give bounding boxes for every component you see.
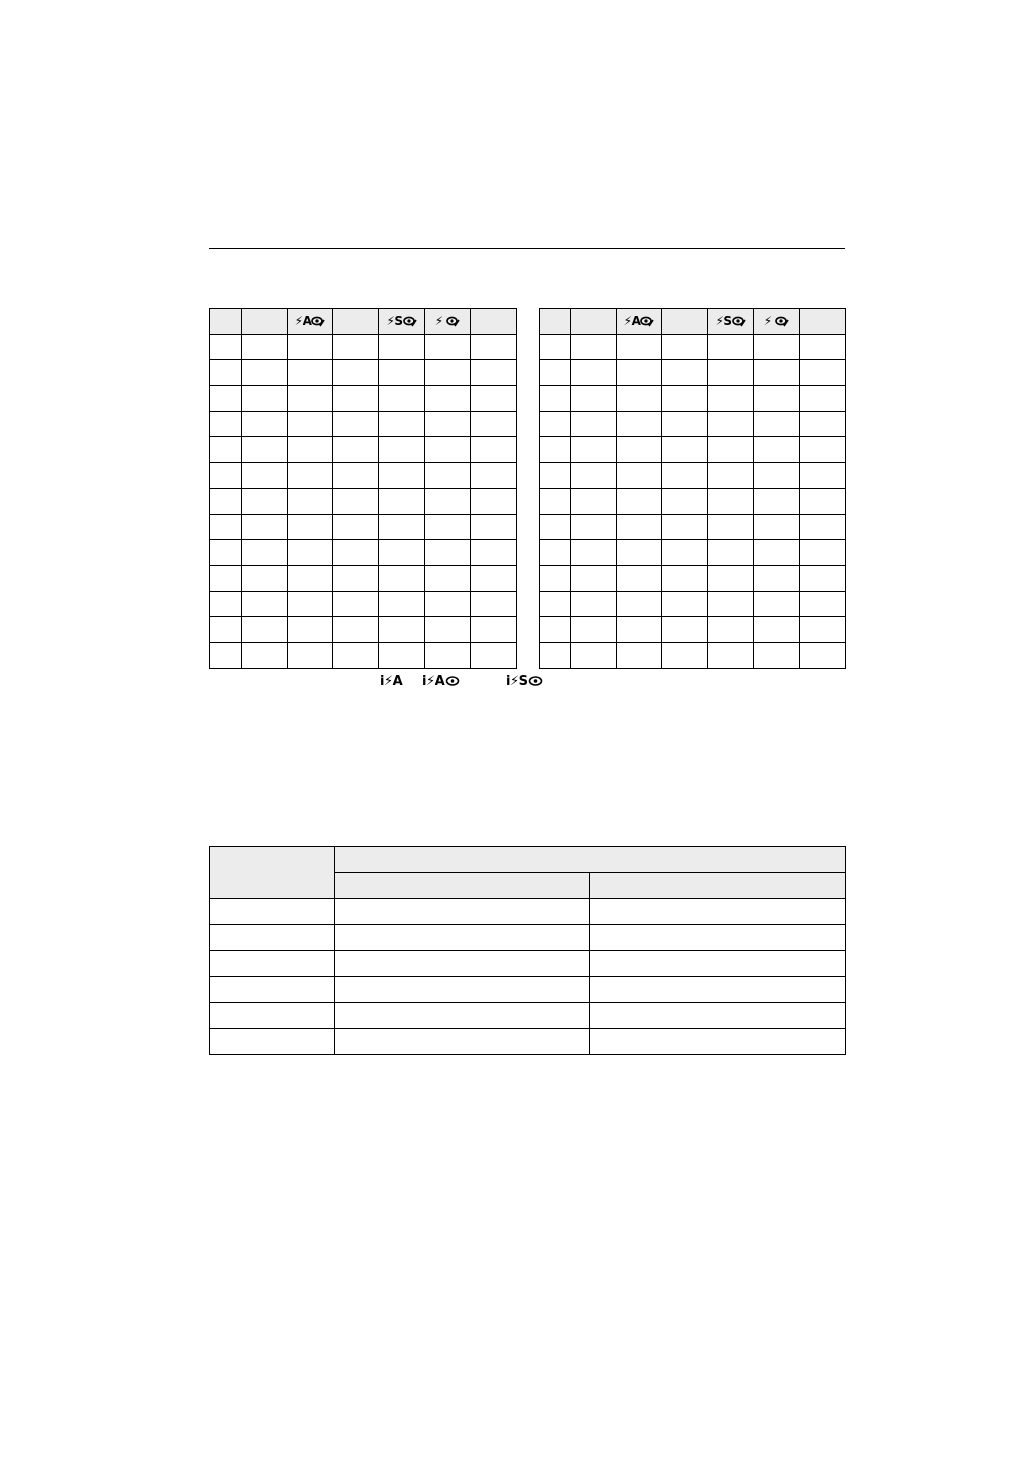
table-header-cell	[335, 847, 846, 873]
table-header-cell	[335, 873, 590, 899]
table-cell	[471, 463, 517, 489]
table-cell	[800, 360, 846, 386]
table-body	[540, 334, 846, 668]
table-cell	[708, 437, 754, 463]
table-cell	[754, 642, 800, 668]
table-cell	[540, 642, 571, 668]
table-cell	[288, 463, 333, 489]
table-cell	[662, 437, 708, 463]
table-cell	[425, 437, 471, 463]
table-cell	[242, 360, 288, 386]
table-cell	[754, 386, 800, 412]
table-row	[540, 565, 846, 591]
table-cell	[425, 488, 471, 514]
table-cell	[242, 591, 288, 617]
table-cell	[471, 411, 517, 437]
table-row	[540, 488, 846, 514]
table-cell	[425, 334, 471, 360]
table-cell	[617, 540, 662, 566]
table-cell	[754, 463, 800, 489]
table-cell	[288, 437, 333, 463]
table-cell	[754, 488, 800, 514]
table-cell	[540, 463, 571, 489]
flash-slow-sync-red-eye-header: ⚡ S	[386, 314, 416, 328]
table-cell	[800, 617, 846, 643]
table-cell	[288, 591, 333, 617]
table-row	[540, 334, 846, 360]
table-cell	[333, 565, 379, 591]
intelligent-flash-auto-symbol: i ⚡ A	[380, 673, 403, 689]
table-cell	[571, 642, 617, 668]
table-cell	[242, 463, 288, 489]
table-cell	[617, 411, 662, 437]
table-cell	[210, 565, 242, 591]
table-cell	[662, 360, 708, 386]
table-cell	[540, 540, 571, 566]
table-cell	[210, 437, 242, 463]
eye-slash-icon	[311, 315, 325, 327]
table-cell	[540, 617, 571, 643]
table-cell	[617, 617, 662, 643]
table-cell	[333, 334, 379, 360]
table-cell	[617, 360, 662, 386]
table-cell	[708, 591, 754, 617]
table-cell	[800, 437, 846, 463]
table-cell	[379, 488, 425, 514]
table-cell	[662, 514, 708, 540]
table-cell	[662, 540, 708, 566]
table-cell	[333, 437, 379, 463]
intelligent-flash-auto-red-eye-symbol: i ⚡ A	[422, 672, 460, 690]
eye-slash-icon	[775, 315, 789, 327]
table-row	[210, 1003, 846, 1029]
table-cell	[800, 488, 846, 514]
table-cell	[754, 591, 800, 617]
table-cell	[800, 540, 846, 566]
table-cell	[662, 617, 708, 643]
flash-bolt-icon: ⚡	[509, 673, 519, 689]
table-cell	[471, 565, 517, 591]
flash-settings-table-right	[539, 308, 846, 669]
table-row	[210, 899, 846, 925]
table-cell	[379, 386, 425, 412]
table-cell	[379, 411, 425, 437]
table-cell	[210, 411, 242, 437]
table-header-row	[210, 847, 846, 873]
table-cell	[708, 360, 754, 386]
table-cell	[379, 642, 425, 668]
table-header-row	[540, 309, 846, 335]
eye-slash-icon	[640, 315, 654, 327]
table-row	[210, 514, 517, 540]
table-cell	[210, 360, 242, 386]
table-cell	[333, 386, 379, 412]
table-cell	[425, 386, 471, 412]
table-cell	[210, 642, 242, 668]
flash-bolt-icon: ⚡	[623, 314, 632, 329]
table-header-cell	[590, 873, 846, 899]
table-cell	[662, 463, 708, 489]
table-cell	[333, 540, 379, 566]
table-cell	[471, 642, 517, 668]
table-cell	[540, 437, 571, 463]
table-cell	[425, 411, 471, 437]
table-cell	[242, 565, 288, 591]
table-cell	[242, 411, 288, 437]
flash-bolt-icon: ⚡	[763, 314, 772, 329]
table-cell	[333, 463, 379, 489]
table-cell	[708, 411, 754, 437]
table-cell	[800, 514, 846, 540]
table-cell	[288, 488, 333, 514]
table-cell	[333, 514, 379, 540]
table-cell	[379, 514, 425, 540]
table-cell	[662, 411, 708, 437]
table-cell	[617, 642, 662, 668]
table-row	[210, 463, 517, 489]
table-row	[540, 514, 846, 540]
flash-bolt-icon: ⚡	[383, 673, 393, 689]
table-cell	[617, 437, 662, 463]
table-cell	[471, 360, 517, 386]
table-row	[540, 463, 846, 489]
table-cell	[379, 334, 425, 360]
table-row	[210, 334, 517, 360]
table-header-cell	[210, 847, 335, 899]
table-row	[540, 591, 846, 617]
table-cell	[425, 591, 471, 617]
table-cell	[379, 437, 425, 463]
table-cell	[571, 540, 617, 566]
table-cell	[800, 591, 846, 617]
table-cell	[210, 514, 242, 540]
flash-on-red-eye-header	[435, 314, 461, 328]
table-row	[210, 386, 517, 412]
table-cell	[540, 591, 571, 617]
table-row	[210, 540, 517, 566]
eye-slash-icon	[446, 315, 460, 327]
table-cell	[617, 488, 662, 514]
table-cell	[571, 488, 617, 514]
table-cell	[617, 463, 662, 489]
table-cell	[571, 411, 617, 437]
table-cell	[471, 617, 517, 643]
table-cell	[708, 642, 754, 668]
table-cell	[800, 386, 846, 412]
table-cell	[210, 386, 242, 412]
table-cell	[425, 617, 471, 643]
table-cell	[210, 617, 242, 643]
table-cell	[571, 360, 617, 386]
flash-bolt-icon: ⚡	[425, 673, 435, 689]
table-cell	[571, 463, 617, 489]
flash-range-table	[209, 846, 846, 1055]
table-cell	[708, 334, 754, 360]
table-cell	[708, 386, 754, 412]
table-cell	[379, 591, 425, 617]
table-cell	[800, 565, 846, 591]
table-cell	[333, 488, 379, 514]
table-cell	[754, 360, 800, 386]
table-row	[540, 437, 846, 463]
table-cell	[708, 514, 754, 540]
table-cell	[754, 411, 800, 437]
table-row	[210, 565, 517, 591]
table-cell	[288, 565, 333, 591]
table-cell	[379, 540, 425, 566]
table-cell	[288, 386, 333, 412]
table-cell	[540, 514, 571, 540]
table-cell	[708, 463, 754, 489]
table-cell	[571, 565, 617, 591]
table-cell	[242, 540, 288, 566]
table-cell	[662, 386, 708, 412]
table-cell	[425, 540, 471, 566]
table-cell	[662, 642, 708, 668]
table-body	[210, 334, 517, 668]
table-cell	[210, 488, 242, 514]
table-cell	[662, 565, 708, 591]
table-cell	[662, 591, 708, 617]
table-cell	[800, 334, 846, 360]
table-cell	[800, 642, 846, 668]
table-cell	[471, 386, 517, 412]
table-cell	[617, 514, 662, 540]
table-cell	[425, 360, 471, 386]
table-cell	[617, 334, 662, 360]
table-cell	[210, 540, 242, 566]
table-cell	[333, 411, 379, 437]
table-cell	[471, 591, 517, 617]
table-cell	[242, 386, 288, 412]
table-cell	[425, 565, 471, 591]
table-cell	[540, 386, 571, 412]
table-cell	[571, 437, 617, 463]
table-row	[210, 1029, 846, 1055]
table-header-row	[210, 309, 517, 335]
table-cell	[754, 334, 800, 360]
table-cell	[288, 411, 333, 437]
table-cell	[242, 334, 288, 360]
header-rule	[209, 248, 845, 249]
table-cell	[425, 642, 471, 668]
table-cell	[708, 565, 754, 591]
table-cell	[333, 591, 379, 617]
table-cell	[210, 591, 242, 617]
flash-bolt-icon: ⚡	[294, 314, 303, 329]
table-cell	[617, 386, 662, 412]
table-cell	[754, 617, 800, 643]
flash-settings-table-left	[209, 308, 517, 669]
table-row	[210, 951, 846, 977]
eye-icon	[445, 675, 460, 687]
table-cell	[571, 386, 617, 412]
table-row	[210, 591, 517, 617]
table-cell	[540, 565, 571, 591]
table-cell	[708, 488, 754, 514]
table-cell	[471, 514, 517, 540]
table-cell	[425, 514, 471, 540]
table-cell	[242, 437, 288, 463]
table-row	[210, 642, 517, 668]
table-cell	[662, 488, 708, 514]
table-row	[210, 617, 517, 643]
flash-bolt-icon: ⚡	[434, 314, 443, 329]
table-row	[210, 437, 517, 463]
table-cell	[571, 334, 617, 360]
table-cell	[210, 463, 242, 489]
table-cell	[662, 334, 708, 360]
table-cell	[333, 360, 379, 386]
table-cell	[333, 642, 379, 668]
table-row	[540, 617, 846, 643]
table-cell	[800, 463, 846, 489]
table-cell	[333, 617, 379, 643]
table-cell	[379, 463, 425, 489]
table-cell	[540, 488, 571, 514]
flash-auto-red-eye-header: ⚡ A	[295, 314, 326, 328]
eye-icon	[528, 675, 543, 687]
table-cell	[540, 411, 571, 437]
table-cell	[754, 514, 800, 540]
table-cell	[754, 565, 800, 591]
table-cell	[471, 488, 517, 514]
table-cell	[242, 642, 288, 668]
table-row	[210, 925, 846, 951]
table-cell	[471, 334, 517, 360]
table-cell	[288, 514, 333, 540]
table-row	[540, 360, 846, 386]
table-cell	[708, 540, 754, 566]
table-cell	[210, 334, 242, 360]
table-row	[210, 360, 517, 386]
table-cell	[288, 334, 333, 360]
table-cell	[425, 463, 471, 489]
intelligent-flash-slow-sync-red-eye-symbol: i ⚡ S	[506, 672, 543, 690]
table-cell	[571, 514, 617, 540]
table-row	[540, 386, 846, 412]
table-cell	[471, 437, 517, 463]
table-cell	[379, 360, 425, 386]
eye-slash-icon	[732, 315, 746, 327]
flash-slow-sync-red-eye-header: ⚡ S	[715, 314, 745, 328]
table-cell	[754, 437, 800, 463]
table-cell	[288, 617, 333, 643]
table-cell	[800, 411, 846, 437]
flash-bolt-icon: ⚡	[715, 314, 724, 329]
table-row	[540, 540, 846, 566]
table-cell	[708, 617, 754, 643]
table-cell	[540, 360, 571, 386]
table-row	[210, 977, 846, 1003]
table-cell	[288, 360, 333, 386]
eye-slash-icon	[403, 315, 417, 327]
flash-auto-red-eye-header: ⚡ A	[624, 314, 655, 328]
table-cell	[540, 334, 571, 360]
table-cell	[571, 617, 617, 643]
table-row	[210, 488, 517, 514]
table-row	[540, 642, 846, 668]
table-cell	[288, 540, 333, 566]
table-cell	[379, 565, 425, 591]
table-cell	[242, 488, 288, 514]
table-row	[210, 411, 517, 437]
table-cell	[471, 540, 517, 566]
table-cell	[242, 617, 288, 643]
table-cell	[571, 591, 617, 617]
flash-on-red-eye-header	[764, 314, 790, 328]
table-row	[540, 411, 846, 437]
table-cell	[288, 642, 333, 668]
table-cell	[617, 591, 662, 617]
table-cell	[754, 540, 800, 566]
flash-bolt-icon: ⚡	[386, 314, 395, 329]
table-cell	[379, 617, 425, 643]
table-cell	[617, 565, 662, 591]
table-cell	[242, 514, 288, 540]
